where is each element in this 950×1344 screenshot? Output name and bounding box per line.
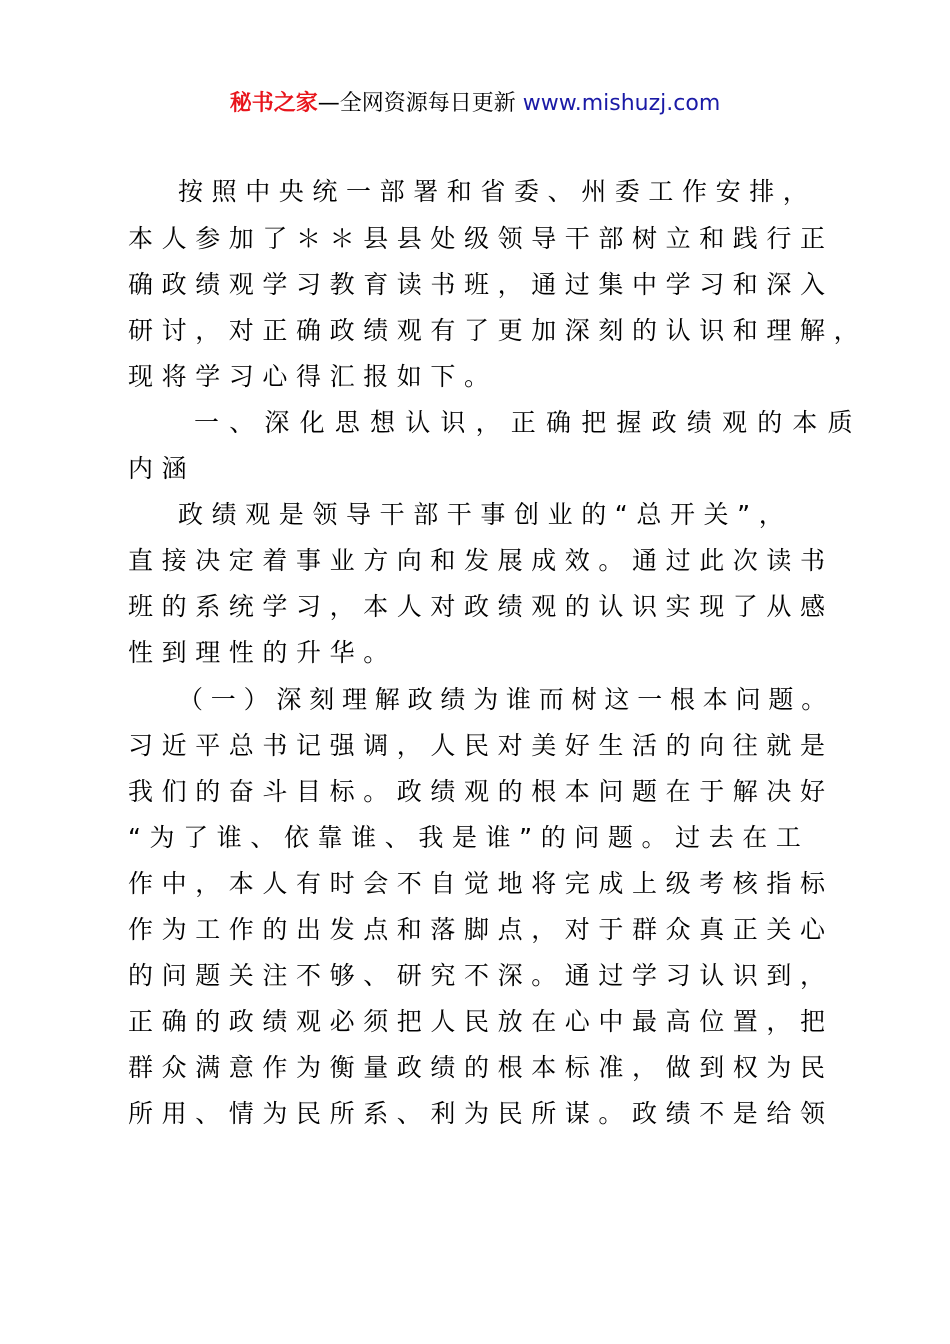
section-heading: 一、深化思想认识，正确把握政绩观的本质 [194,408,863,437]
text-line: 的问题关注不够、研究不深。通过学习认识到， [128,961,834,990]
text-line: 直接决定着事业方向和发展成效。通过此次读书 [128,546,834,575]
site-brand: 秘书之家 [229,91,318,116]
text-line: 研讨，对正确政绩观有了更加深刻的认识和理解， [128,316,868,345]
text-line: 作为工作的出发点和落脚点，对于群众真正关心 [128,915,834,944]
subsection-heading: （一）深刻理解政绩为谁而树这一根本问题。 [178,685,835,714]
text-line: 作中，本人有时会不自觉地将完成上级考核指标 [128,869,834,898]
text-line: 所用、情为民所系、利为民所谋。政绩不是给领 [128,1099,834,1128]
site-url[interactable]: www.mishuzj.com [522,91,721,116]
text-line: 政绩观是领导干部干事创业的“总开关”， [178,500,793,529]
text-line: 习近平总书记强调，人民对美好生活的向往就是 [128,731,834,760]
text-line: 班的系统学习，本人对政绩观的认识实现了从感 [128,592,834,621]
text-line: 我们的奋斗目标。政绩观的根本问题在于解决好 [128,777,834,806]
text-line: 性到理性的升华。 [128,638,397,667]
text-line: 群众满意作为衡量政绩的根本标准，做到权为民 [128,1053,834,1082]
text-line: 本人参加了＊＊县县处级领导干部树立和践行正 [128,224,834,253]
section-heading-cont: 内涵 [128,454,196,483]
text-line: 现将学习心得汇报如下。 [128,362,498,391]
page-header [0,86,950,122]
text-line: 正确的政绩观必须把人民放在心中最高位置，把 [128,1007,834,1036]
text-line: 按照中央统一部署和省委、州委工作安排， [178,177,817,206]
site-tagline: —全网资源每日更新 [317,91,523,116]
text-line: “为了谁、依靠谁、我是谁”的问题。过去在工 [128,823,810,852]
text-line: 确政绩观学习教育读书班，通过集中学习和深入 [128,270,834,299]
